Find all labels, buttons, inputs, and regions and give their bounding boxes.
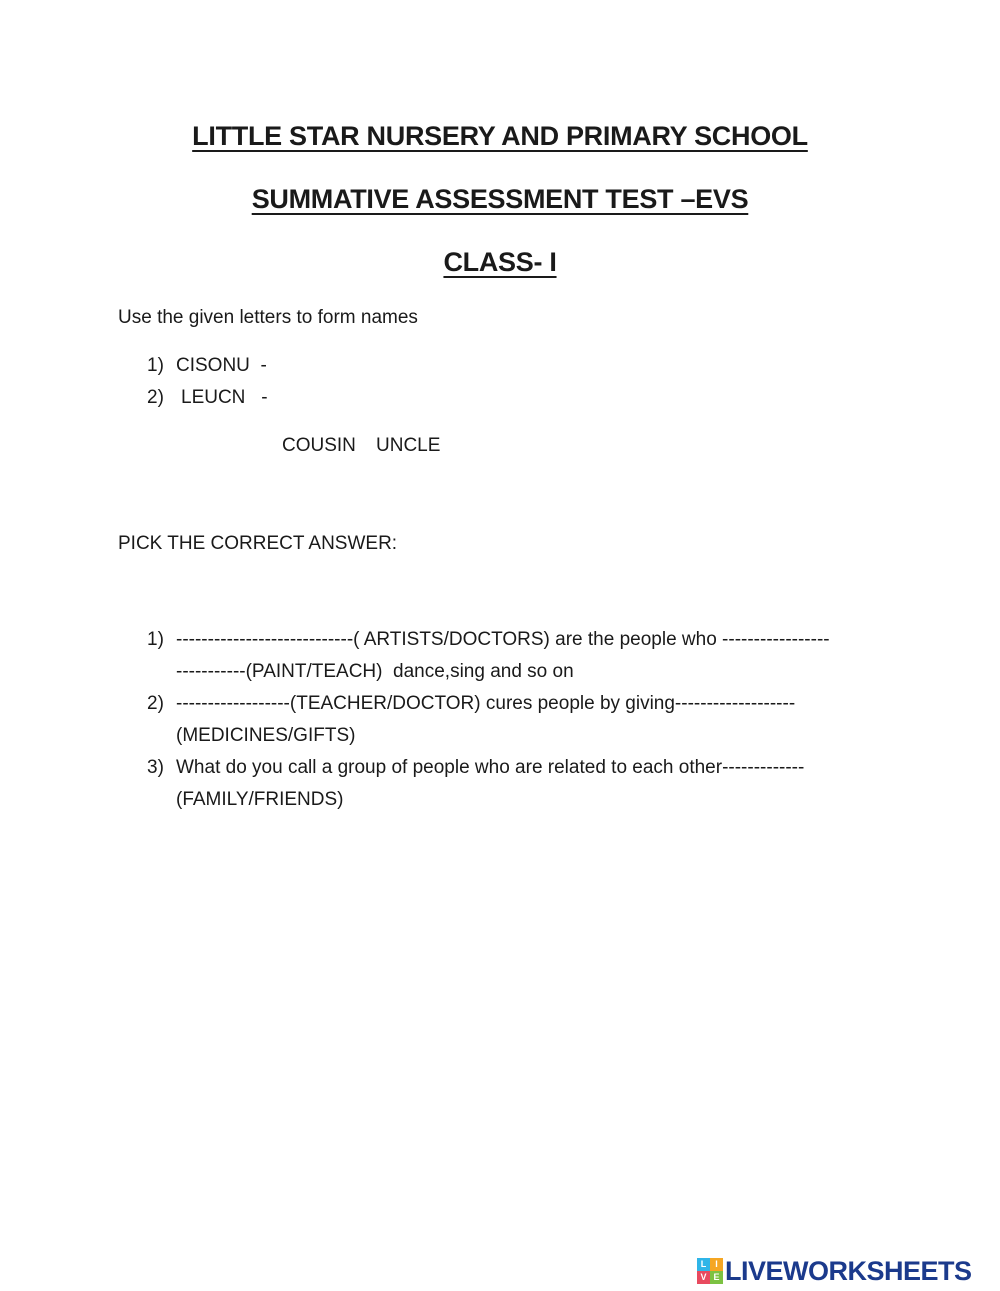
answer-option-uncle[interactable]: UNCLE (376, 435, 441, 456)
logo-text: LIVEWORKSHEETS (725, 1255, 972, 1286)
question-number: 3) (147, 757, 164, 778)
item-number: 2) (147, 387, 164, 408)
answer-option-cousin[interactable]: COUSIN (282, 435, 356, 456)
logo-mark-letter: V (697, 1271, 710, 1284)
question-number: 1) (147, 629, 164, 650)
question-3-line-1: What do you call a group of people who are related to each other------------- (176, 757, 805, 778)
section2-instruction: PICK THE CORRECT ANSWER: (118, 533, 398, 554)
item-number: 1) (147, 355, 164, 376)
logo-mark-letter: E (710, 1271, 723, 1284)
question-1-line-2: -----------(PAINT/TEACH) dance,sing and so on (176, 661, 574, 682)
school-title: LITTLE STAR NURSERY AND PRIMARY SCHOOL (192, 121, 808, 151)
scrambled-word: CISONU - (176, 355, 267, 376)
logo-mark-letter: L (697, 1258, 710, 1271)
liveworksheets-logo[interactable] (697, 1256, 972, 1286)
test-title: SUMMATIVE ASSESSMENT TEST –EVS (251, 184, 749, 214)
logo-mark-letter: I (710, 1258, 723, 1271)
question-2-line-1: ------------------(TEACHER/DOCTOR) cures people by giving------------------- (176, 693, 796, 714)
class-title: CLASS- I (443, 247, 557, 277)
question-2-line-2: (MEDICINES/GIFTS) (176, 725, 356, 746)
section1-instruction: Use the given letters to form names (118, 307, 418, 328)
liveworksheets-mark-icon (697, 1258, 723, 1284)
scrambled-word: LEUCN - (181, 387, 268, 408)
question-3-line-2: (FAMILY/FRIENDS) (176, 789, 344, 810)
question-number: 2) (147, 693, 164, 714)
question-1-line-1: ----------------------------( ARTISTS/DOCTORS) are the people who ----------------- (176, 629, 830, 650)
